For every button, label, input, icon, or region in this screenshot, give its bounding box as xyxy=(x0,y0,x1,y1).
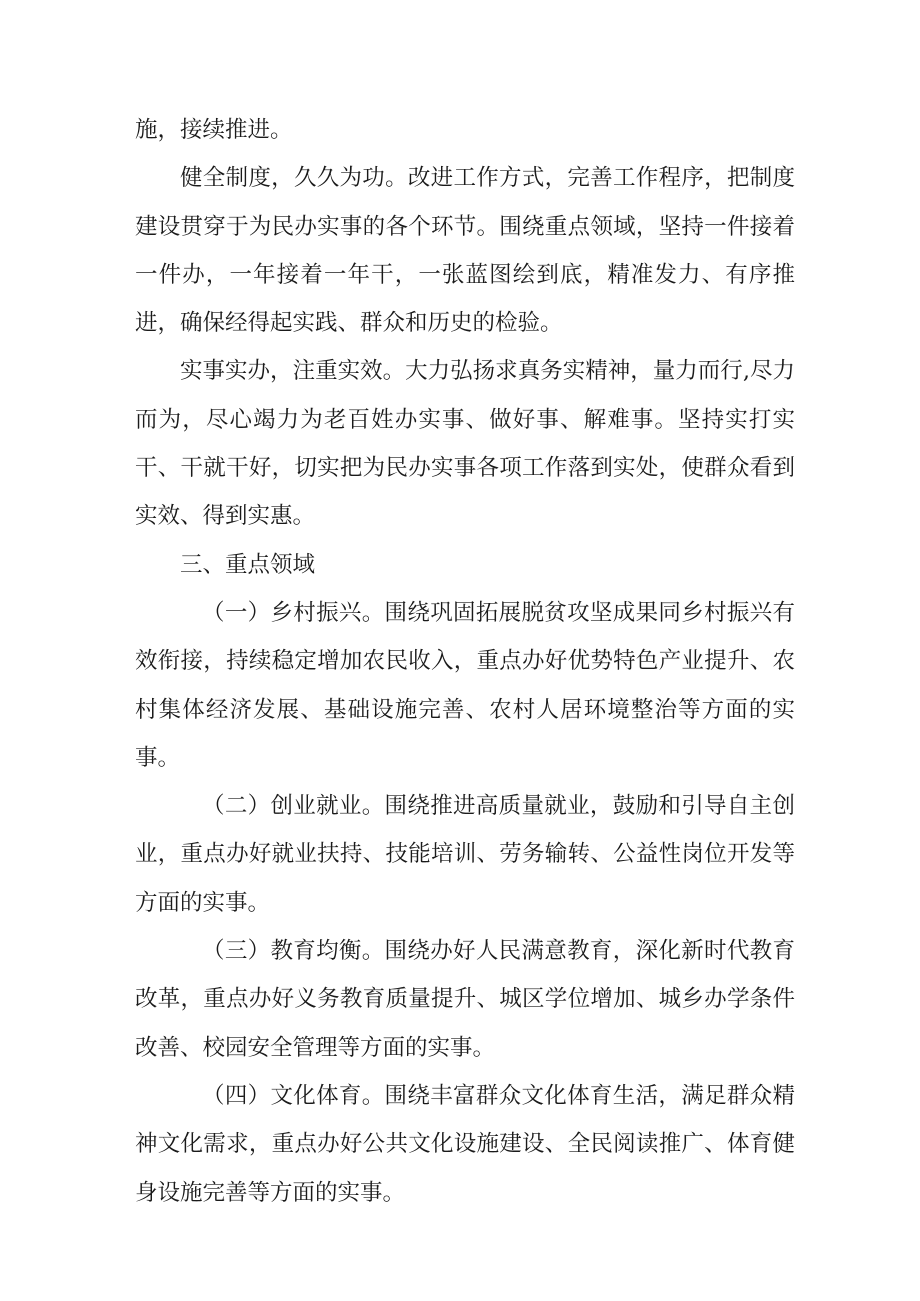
item-culture-sports: （四）文化体育。围绕丰富群众文化体育生活，满足群众精神文化需求，重点办好公共文化设施建设、全民阅读推广、体育健身设施完善等方面的实事。 xyxy=(135,1082,795,1206)
item-employment: （二）创业就业。围绕推进高质量就业，鼓励和引导自主创业，重点办好就业扶持、技能培训、劳务输转、公益性岗位开发等方面的实事。 xyxy=(135,793,795,916)
item-rural-revitalization: （一）乡村振兴。围绕巩固拓展脱贫攻坚成果同乡村振兴有效衔接，持续稳定增加农民收入，重点办好优势特色产业提升、农村集体经济发展、基础设施完善、农村人居环境整治等方面的实事。 xyxy=(135,599,795,771)
paragraph-practical: 实事实办，注重实效。大力弘扬求真务实精神，量力而行,尽力而为，尽心竭力为老百姓办实事、做好事、解难事。坚持实打实干、干就干好，切实把为民办实事各项工作落到实处，使群众看到实效、得到实惠。 xyxy=(135,358,795,530)
item-education: （三）教育均衡。围绕办好人民满意教育，深化新时代教育改革，重点办好义务教育质量提升、城区学位增加、城乡办学条件改善、校园安全管理等方面的实事。 xyxy=(135,938,795,1061)
section-heading-key-areas: 三、重点领域 xyxy=(180,551,316,578)
document-body xyxy=(135,106,795,1217)
paragraph-system: 健全制度，久久为功。改进工作方式，完善工作程序，把制度建设贯穿于为民办实事的各个环节。围绕重点领域，坚持一件接着一件办，一年接着一年干，一张蓝图绘到底，精准发力、有序推进，确保经得起实践、群众和历史的检验。 xyxy=(135,165,795,337)
paragraph-continuation: 施，接续推进。 xyxy=(135,117,293,143)
